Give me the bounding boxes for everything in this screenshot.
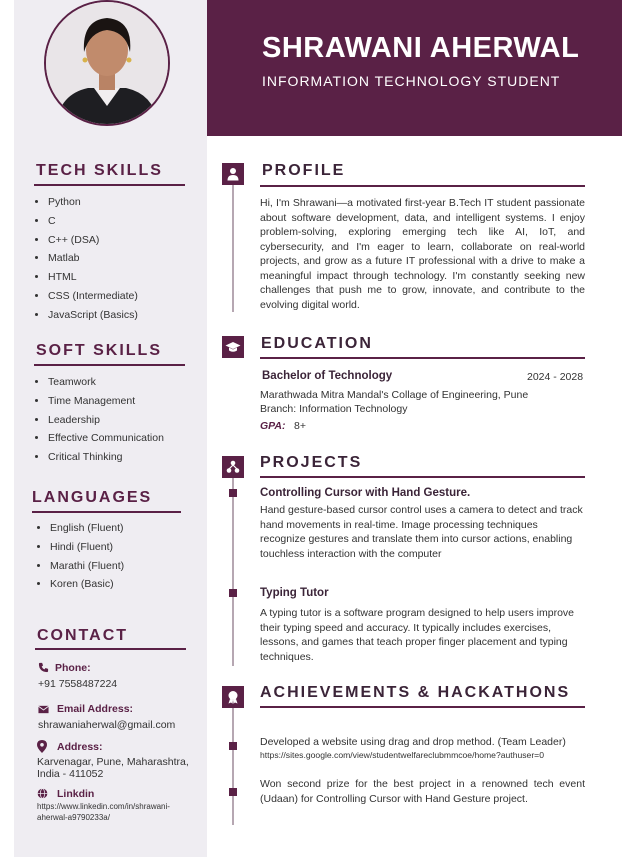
timeline-dot (229, 489, 237, 497)
project-1-title: Controlling Cursor with Hand Gesture. (260, 487, 471, 499)
education-years: 2024 - 2028 (527, 371, 584, 383)
phone-value: +91 7558487224 (38, 678, 118, 690)
gpa-value: 8+ (294, 420, 306, 432)
list-item: • Critical Thinking (48, 448, 198, 467)
list-item: • C++ (DSA) (48, 231, 198, 250)
contact-divider (35, 648, 186, 650)
projects-divider (260, 476, 585, 478)
list-item: • Teamwork (48, 373, 198, 392)
tech-skills-heading: TECH SKILLS (36, 162, 163, 179)
soft-skills-heading: SOFT SKILLS (36, 342, 162, 359)
list-item: • Matlab (48, 249, 198, 268)
list-item: • JavaScript (Basics) (48, 306, 198, 325)
address-line-1: Karvenagar, Pune, Maharashtra, (37, 756, 189, 768)
achievements-section-icon-box (222, 686, 244, 708)
timeline-dot (229, 589, 237, 597)
profile-heading: PROFILE (262, 162, 346, 179)
languages-heading: LANGUAGES (32, 489, 153, 506)
list-item: • HTML (48, 268, 198, 287)
list-item: • Hindi (Fluent) (50, 538, 200, 557)
soft-skills-list (34, 373, 198, 467)
profile-divider (260, 185, 585, 187)
network-icon (226, 460, 240, 474)
tech-skills-divider (34, 184, 185, 186)
achievement-1-text: Developed a website using drag and drop method. (Team Leader) (260, 736, 566, 748)
phone-icon (38, 662, 49, 673)
languages-divider (32, 511, 181, 513)
list-item: • CSS (Intermediate) (48, 287, 198, 306)
candidate-role: INFORMATION TECHNOLOGY STUDENT (262, 73, 561, 89)
globe-icon (37, 788, 48, 799)
achievements-divider (260, 706, 585, 708)
linkedin-url-line-2[interactable]: aherwal-a9790233a/ (37, 813, 110, 822)
college-name: Marathwada Mitra Mandal's Collage of Engineering, Pune (260, 389, 529, 401)
timeline-line (232, 705, 234, 825)
contact-heading: CONTACT (37, 627, 129, 644)
list-item: • Time Management (48, 392, 198, 411)
timeline-line (232, 478, 234, 666)
list-item: • Leadership (48, 411, 198, 430)
profile-text: Hi, I'm Shrawani—a motivated first-year B.Tech IT student passionate about software development, data, and intelligent systems. I enjoy problem-solving, exploring emerging tech like AI, IoT, and cybersecurity, and I'm eager to learn, collaborate on real-world projects, and grow as a future IT professional with a drive to make a meaningful impact through technology. I'm constantly seeking new challenges that push me to grow, innovate, and contribute to the evolving digital world. (260, 197, 585, 311)
timeline-line (232, 185, 234, 312)
email-value: shrawaniaherwal@gmail.com (38, 719, 176, 731)
list-item: • Effective Communication (48, 429, 198, 448)
soft-skills-divider (34, 364, 185, 366)
languages-list (36, 519, 200, 594)
gpa-label: GPA: (260, 420, 286, 432)
achievement-1-link[interactable]: https://sites.google.com/view/studentwelfareclubmmcoe/home?authuser=0 (260, 750, 544, 760)
project-2-title: Typing Tutor (260, 587, 329, 599)
education-divider (260, 357, 585, 359)
profile-section-icon-box (222, 163, 244, 185)
graduation-cap-icon (225, 340, 241, 354)
degree-title: Bachelor of Technology (262, 370, 393, 382)
email-icon (38, 704, 49, 715)
list-item: • C (48, 212, 198, 231)
achievements-heading: ACHIEVEMENTS & HACKATHONS (260, 684, 571, 701)
project-1-desc: Hand gesture-based cursor control uses a camera to detect and track hand movements in real-time. Image processing techniques recognize gestures and translate them into cursor actions, enabling touchless interaction with the computer (260, 504, 583, 560)
list-item: • English (Fluent) (50, 519, 200, 538)
location-pin-icon (37, 740, 47, 753)
person-portrait-icon (46, 2, 168, 124)
list-item: • Python (48, 193, 198, 212)
achievement-2-text: Won second prize for the best project in a renowned tech event (Udaan) for Controlling Cursor with Hand Gesture project. (260, 778, 585, 805)
linkedin-label: Linkdin (57, 788, 95, 800)
branch-name: Branch: Information Technology (260, 403, 408, 415)
projects-heading: PROJECTS (260, 454, 363, 471)
phone-label: Phone: (55, 662, 91, 674)
project-2-desc: A typing tutor is a software program designed to help users improve their typing speed and accuracy. It typically includes exercises, lessons, and games that teach proper finger placement and typing techniques. (260, 607, 574, 663)
award-icon (226, 690, 240, 704)
header-banner (207, 0, 622, 136)
profile-photo (44, 0, 170, 126)
linkedin-url-line-1[interactable]: https://www.linkedin.com/in/shrawani- (37, 802, 170, 811)
projects-section-icon-box (222, 456, 244, 478)
person-icon (226, 167, 240, 181)
timeline-dot (229, 742, 237, 750)
address-label: Address: (57, 741, 103, 753)
education-section-icon-box (222, 336, 244, 358)
tech-skills-list (34, 193, 198, 325)
list-item: • Koren (Basic) (50, 575, 200, 594)
address-line-2: India - 411052 (37, 768, 104, 780)
education-heading: EDUCATION (261, 335, 373, 352)
email-label: Email Address: (57, 703, 134, 715)
list-item: • Marathi (Fluent) (50, 557, 200, 576)
candidate-name: SHRAWANI AHERWAL (262, 32, 580, 64)
timeline-dot (229, 788, 237, 796)
